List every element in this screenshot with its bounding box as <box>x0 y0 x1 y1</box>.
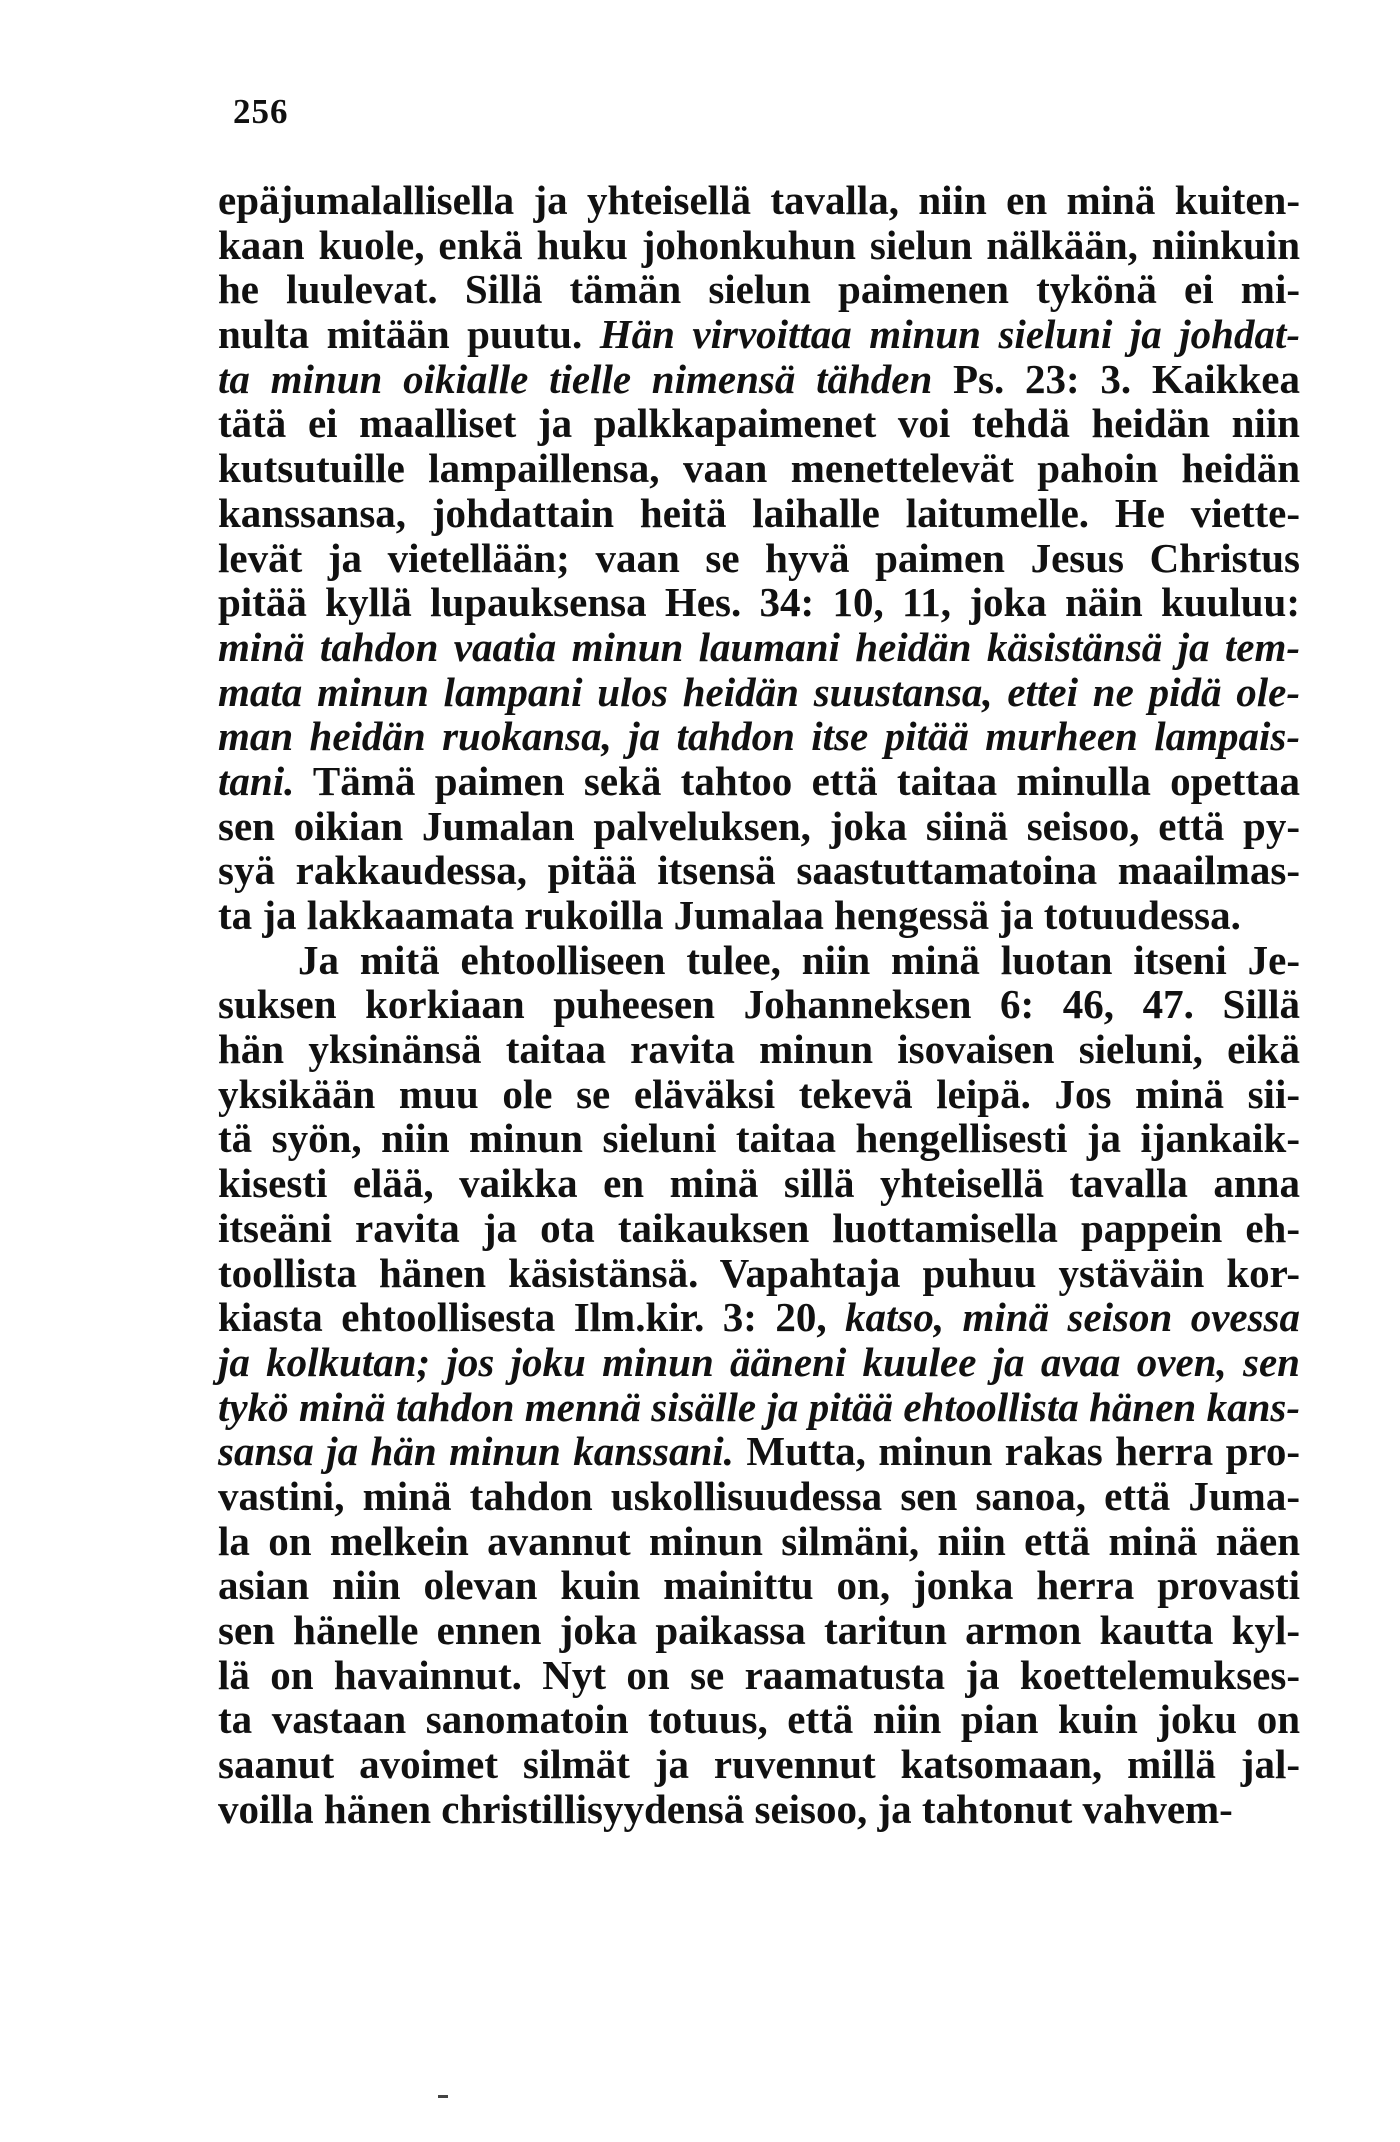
text-line <box>218 580 1300 625</box>
text-line <box>218 1072 1300 1117</box>
text-line <box>218 401 1300 446</box>
text-line <box>218 1161 1300 1206</box>
italic-quote-segment: tani. <box>218 757 295 804</box>
italic-quote-segment: minä tahdon vaatia minun laumani heidän käsistänsä ja tem- <box>218 623 1300 670</box>
text-segment: hän yksinänsä taitaa ravita minun isovaisen sieluni, eikä <box>218 1026 1300 1073</box>
text-segment: kutsutuille lampaillensa, vaan menettelevät pahoin heidän <box>218 445 1300 492</box>
text-line <box>218 759 1300 804</box>
text-line <box>218 1295 1300 1340</box>
text-line <box>218 267 1300 312</box>
text-segment: kanssansa, johdattain heitä laihalle laitumelle. He viette- <box>218 489 1300 536</box>
italic-quote-segment: sansa ja hän minun kanssani. <box>218 1428 734 1475</box>
text-line <box>218 446 1300 491</box>
printer-mark <box>438 2095 448 2098</box>
text-line <box>218 1340 1300 1385</box>
italic-quote-segment: mata minun lampani ulos heidän suustansa, ettei ne pidä ole- <box>218 668 1300 715</box>
text-line <box>218 670 1300 715</box>
text-segment: tä syön, niin minun sieluni taitaa hengellisesti ja ijankaik- <box>218 1115 1300 1162</box>
text-segment: he luulevat. Sillä tämän sielun paimenen tykönä ei mi- <box>218 266 1300 313</box>
text-line <box>218 938 1300 983</box>
text-line <box>218 1787 1300 1832</box>
italic-quote-segment: Hän virvoittaa minun sieluni ja johdat- <box>599 311 1300 358</box>
text-line <box>218 893 1300 938</box>
text-line <box>218 1251 1300 1296</box>
text-line <box>218 178 1300 223</box>
text-line <box>218 1385 1300 1430</box>
italic-quote-segment: tykö minä tahdon mennä sisälle ja pitää ehtoollista hänen kans- <box>218 1383 1300 1430</box>
text-line <box>218 1474 1300 1519</box>
body-text <box>218 178 1300 1831</box>
text-line <box>218 714 1300 759</box>
text-segment: epäjumalallisella ja yhteisellä tavalla, niin en minä kuiten- <box>218 177 1300 223</box>
text-segment: yksikään muu ole se eläväksi tekevä leipä. Jos minä sii- <box>218 1070 1300 1117</box>
text-line <box>218 1519 1300 1564</box>
text-line <box>218 625 1300 670</box>
text-line <box>218 1027 1300 1072</box>
text-segment: sen oikian Jumalan palveluksen, joka siinä seisoo, että py- <box>218 802 1300 849</box>
text-segment: tätä ei maalliset ja palkkapaimenet voi tehdä heidän niin <box>218 400 1300 447</box>
text-segment: levät ja vietellään; vaan se hyvä paimen Jesus Christus <box>218 534 1300 581</box>
text-line <box>218 1742 1300 1787</box>
italic-quote-segment: ta minun oikialle tielle nimensä tähden <box>218 355 933 402</box>
text-line <box>218 312 1300 357</box>
text-segment: ta vastaan sanomatoin totuus, että niin pian kuin joku on <box>218 1696 1300 1743</box>
text-line <box>218 1697 1300 1742</box>
text-segment: asian niin olevan kuin mainittu on, jonka herra provasti <box>218 1562 1300 1609</box>
text-line <box>218 357 1300 402</box>
text-segment: kiasta ehtoollisesta Ilm.kir. 3: 20, <box>218 1294 845 1341</box>
text-segment: voilla hänen christillisyydensä seisoo, ja tahtonut vahvem- <box>218 1785 1233 1832</box>
text-segment: syä rakkaudessa, pitää itsensä saastuttamatoina maailmas- <box>218 847 1300 894</box>
text-segment: nulta mitään puutu. <box>218 311 600 358</box>
text-line <box>218 1563 1300 1608</box>
text-line <box>218 982 1300 1027</box>
page-number: 256 <box>233 92 289 131</box>
text-line <box>218 491 1300 536</box>
text-segment: Mutta, minun rakas herra pro- <box>733 1428 1300 1475</box>
text-segment: Tämä paimen sekä tahtoo että taitaa minulla opettaa <box>294 757 1300 804</box>
text-segment: lä on havainnut. Nyt on se raamatusta ja koettelemukses- <box>218 1651 1300 1698</box>
text-segment: ta ja lakkaamata rukoilla Jumalaa hengessä ja totuudessa. <box>218 892 1241 938</box>
text-line <box>218 848 1300 893</box>
text-line <box>218 1429 1300 1474</box>
text-line <box>218 1116 1300 1161</box>
text-segment: kaan kuole, enkä huku johonkuhun sielun nälkään, niinkuin <box>218 221 1300 268</box>
text-segment: suksen korkiaan puheesen Johanneksen 6: 46, 47. Sillä <box>218 981 1300 1028</box>
text-segment: kisesti elää, vaikka en minä sillä yhteisellä tavalla anna <box>218 1160 1300 1207</box>
text-segment: sen hänelle ennen joka paikassa taritun armon kautta kyl- <box>218 1607 1300 1653</box>
text-segment: saanut avoimet silmät ja ruvennut katsomaan, millä jal- <box>218 1741 1300 1788</box>
italic-quote-segment: ja kolkutan; jos joku minun ääneni kuulee ja avaa oven, sen <box>218 1338 1300 1385</box>
italic-quote-segment: man heidän ruokansa, ja tahdon itse pitää murheen lampais- <box>218 713 1300 760</box>
text-line <box>218 1608 1300 1653</box>
text-line <box>218 804 1300 849</box>
text-segment: vastini, minä tahdon uskollisuudessa sen sanoa, että Juma- <box>218 1472 1300 1519</box>
text-segment: Ps. 23: 3. Kaikkea <box>932 355 1300 402</box>
text-segment: pitää kyllä lupauksensa Hes. 34: 10, 11, joka näin kuuluu: <box>218 579 1300 626</box>
text-segment: la on melkein avannut minun silmäni, niin että minä näen <box>218 1517 1300 1564</box>
text-segment: toollista hänen käsistänsä. Vapahtaja puhuu ystäväin kor- <box>218 1249 1300 1296</box>
text-segment: itseäni ravita ja ota taikauksen luottamisella pappein eh- <box>218 1204 1300 1251</box>
text-line <box>218 223 1300 268</box>
text-line <box>218 1653 1300 1698</box>
italic-quote-segment: katso, minä seison ovessa <box>844 1294 1301 1341</box>
text-line <box>218 536 1300 581</box>
text-segment: Ja mitä ehtoolliseen tulee, niin minä luotan itseni Je- <box>298 936 1300 983</box>
text-line <box>218 1206 1300 1251</box>
